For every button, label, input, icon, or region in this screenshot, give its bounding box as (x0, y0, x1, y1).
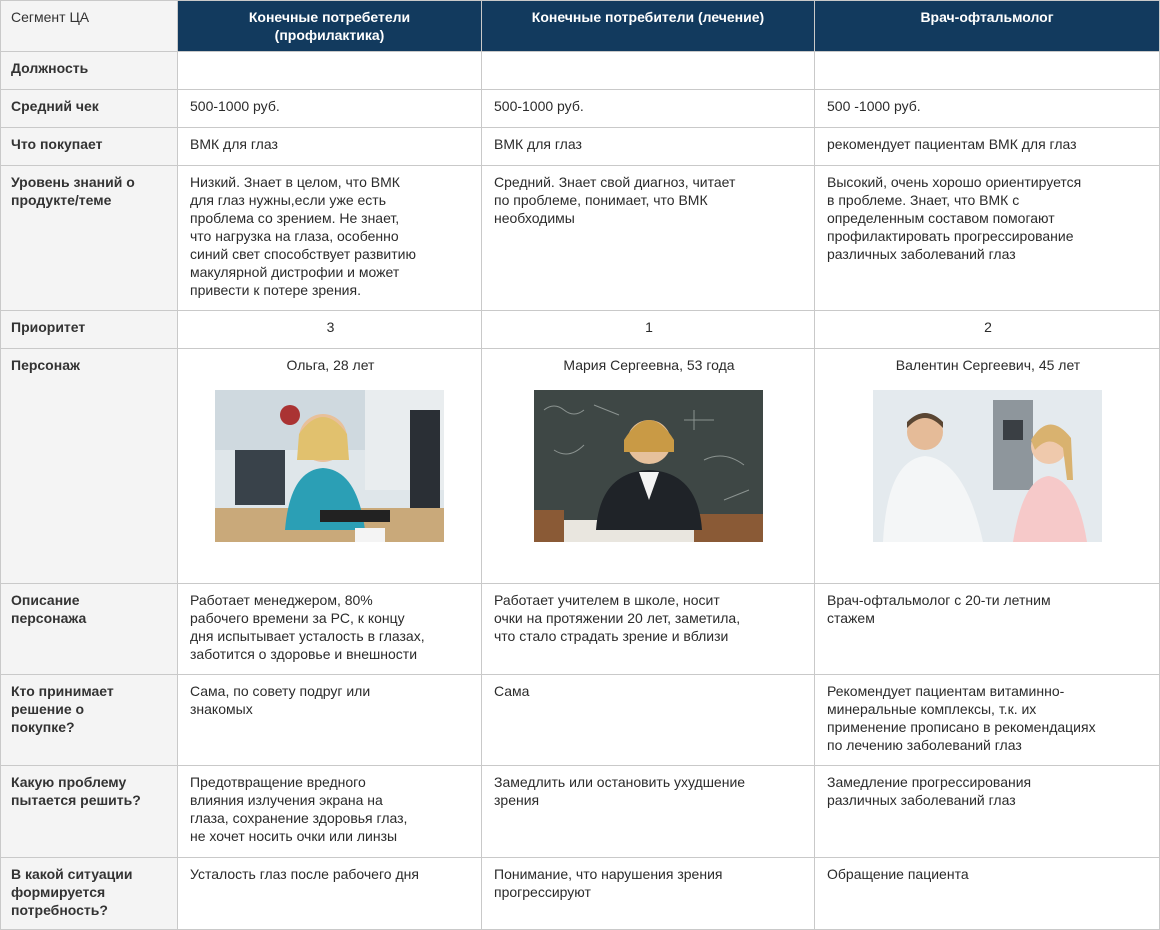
table-cell: 2 (815, 311, 1160, 349)
column-header-doctor: Врач-офтальмолог (815, 1, 1160, 52)
table-row-buys (1, 128, 1160, 166)
row-label: Что покупает (1, 128, 178, 166)
table-cell: Сама (482, 675, 815, 766)
table-row-decision (1, 675, 1160, 766)
table-row-situation (1, 858, 1160, 930)
table-cell: Предотвращение вредного влияния излучения экрана на глаза, сохранение здоровья глаз, не хочет носить очки или линзы (178, 766, 482, 858)
row-label: Приоритет (1, 311, 178, 349)
table-cell (815, 52, 1160, 90)
table-cell (482, 52, 815, 90)
table-cell: Средний. Знает свой диагноз, читает по проблеме, понимает, что ВМК необходимы (482, 166, 815, 311)
table-cell (815, 349, 1160, 584)
table-cell: Работает учителем в школе, носит очки на протяжении 20 лет, заметила, что стало страдать зрение и вблизи (482, 584, 815, 675)
row-label: Персонаж (1, 349, 178, 584)
table-row-avg-check (1, 90, 1160, 128)
table-cell (178, 52, 482, 90)
table-cell: ВМК для глаз (482, 128, 815, 166)
table-cell: Низкий. Знает в целом, что ВМК для глаз нужны,если уже есть проблема со зрением. Не знает, что нагрузка на глаза, особенно синий свет способствует развитию макулярной дистрофии и может привести к потере зрения. (178, 166, 482, 311)
ophthalmologist-photo (873, 390, 1102, 542)
teacher-photo (534, 390, 763, 542)
column-header-prevention: Конечные потребетели (профилактика) (178, 1, 482, 52)
table-cell: Замедлить или остановить ухудшение зрения (482, 766, 815, 858)
row-label: Описание персонажа (1, 584, 178, 675)
persona-name: Мария Сергеевна, 53 года (563, 357, 735, 373)
table-cell: Работает менеджером, 80% рабочего времени за PC, к концу дня испытывает усталость в глазах, заботится о здоровье и внешности (178, 584, 482, 675)
persona-name: Ольга, 28 лет (286, 357, 375, 373)
table-cell: Сама, по совету подруг или знакомых (178, 675, 482, 766)
table-row-position (1, 52, 1160, 90)
table-cell: ВМК для глаз (178, 128, 482, 166)
segment-header: Сегмент ЦА (1, 1, 178, 52)
table-cell: Усталость глаз после рабочего дня (178, 858, 482, 930)
table-cell: Обращение пациента (815, 858, 1160, 930)
table-row-problem (1, 766, 1160, 858)
table-cell: 500 -1000 руб. (815, 90, 1160, 128)
table-cell: 1 (482, 311, 815, 349)
table-cell: рекомендует пациентам ВМК для глаз (815, 128, 1160, 166)
table-row-knowledge (1, 166, 1160, 311)
row-label: Должность (1, 52, 178, 90)
table-row-persona (1, 349, 1160, 584)
table-cell: Понимание, что нарушения зрения прогрессируют (482, 858, 815, 930)
table-cell (482, 349, 815, 584)
office-woman-photo (215, 390, 444, 542)
persona-name: Валентин Сергеевич, 45 лет (895, 357, 1081, 373)
table-row-priority (1, 311, 1160, 349)
table-cell: Врач-офтальмолог с 20-ти летним стажем (815, 584, 1160, 675)
table-cell: 3 (178, 311, 482, 349)
table-cell: Рекомендует пациентам витаминно- минеральные комплексы, т.к. их применение прописано в рекомендациях по лечению заболеваний глаз (815, 675, 1160, 766)
column-header-treatment: Конечные потребители (лечение) (482, 1, 815, 52)
table-cell: 500-1000 руб. (178, 90, 482, 128)
table-cell (178, 349, 482, 584)
row-label: Средний чек (1, 90, 178, 128)
row-label: Кто принимает решение о покупке? (1, 675, 178, 766)
table-row-persona-desc (1, 584, 1160, 675)
row-label: В какой ситуации формируется потребность? (1, 858, 178, 930)
header-row (1, 1, 1160, 52)
row-label: Какую проблему пытается решить? (1, 766, 178, 858)
table-cell: Замедление прогрессирования различных заболеваний глаз (815, 766, 1160, 858)
row-label: Уровень знаний о продукте/теме (1, 166, 178, 311)
table-cell: Высокий, очень хорошо ориентируется в проблеме. Знает, что ВМК с определенным составом помогают профилактировать прогрессирование различных заболеваний глаз (815, 166, 1160, 311)
table-cell: 500-1000 руб. (482, 90, 815, 128)
